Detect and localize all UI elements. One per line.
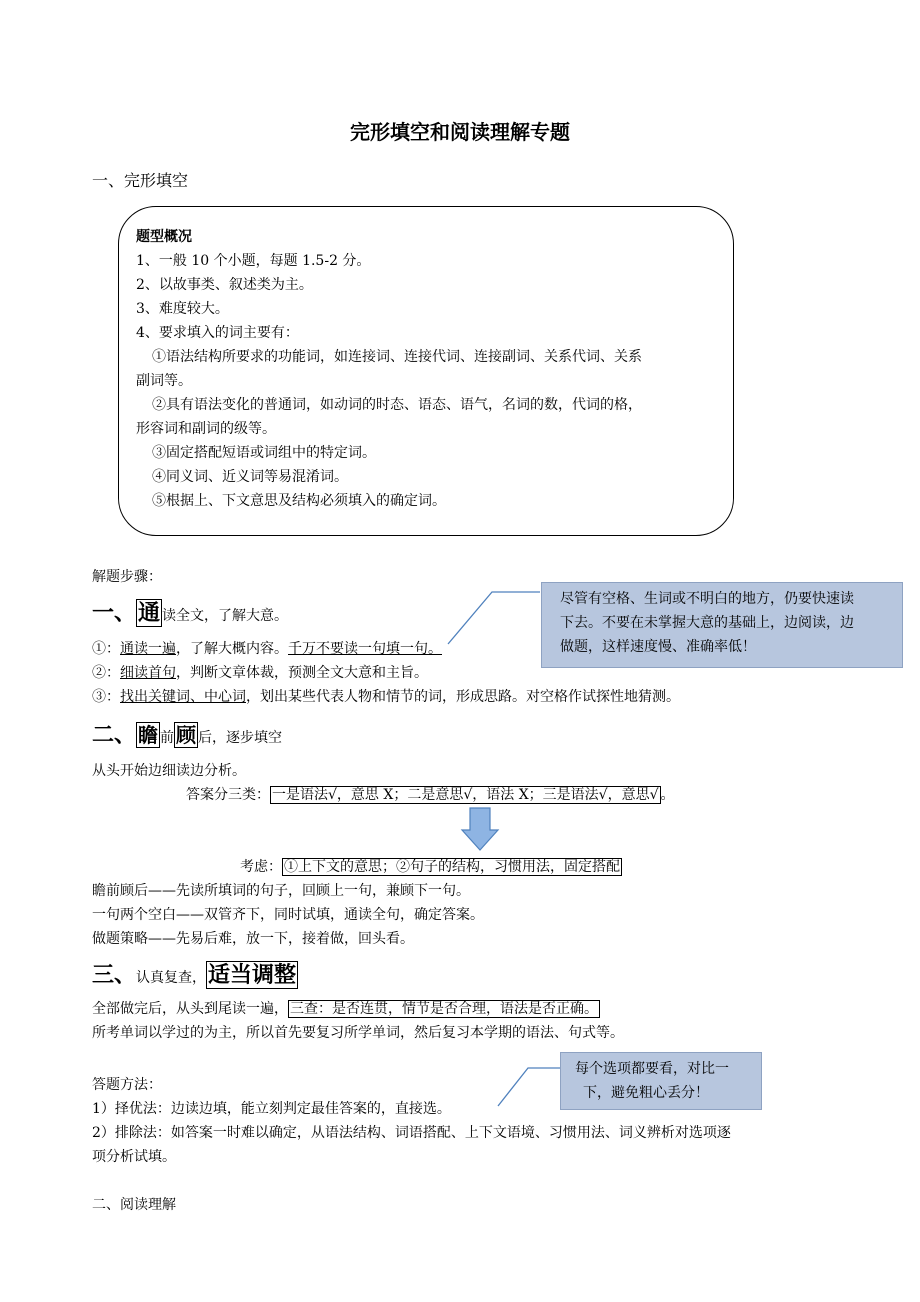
section-heading-reading: 二、阅读理解: [92, 1197, 176, 1213]
step1-line3: [92, 686, 680, 706]
callout-line: 尽管有空格、生词或不明白的地方，仍要快速读: [560, 591, 854, 607]
underlined-text: 通读一遍: [120, 641, 176, 657]
line-prefix: ①：: [92, 641, 120, 657]
step1-number: 一、: [92, 600, 137, 626]
callout-reading-tip: [541, 582, 903, 668]
plain-text: 全部做完后，从头到尾读一遍，: [92, 1001, 288, 1017]
plain-text: ，划出某些代表人物和情节的词，形成思路。对空格作试探性地猜测。: [246, 689, 680, 705]
tip-line: 做题策略——先易后难，放一下，接着做，回头看。: [92, 931, 414, 947]
down-arrow-icon: [460, 806, 500, 852]
underlined-text: 找出关键词、中心词: [120, 689, 246, 705]
overview-item: 1、一般 10 个小题，每题 1.5-2 分。: [136, 253, 371, 269]
methods-label: 答题方法：: [92, 1077, 162, 1093]
step2-mid: 前: [160, 730, 175, 746]
answer-end: 。: [660, 787, 675, 803]
step1-line1: [92, 638, 442, 658]
page-title: 完形填空和阅读理解专题: [350, 120, 570, 144]
line-prefix: ②：: [92, 665, 120, 681]
answer-label: 答案分三类：: [186, 787, 270, 803]
underlined-text: 细读首句: [120, 665, 176, 681]
consider-label: 考虑：: [240, 859, 282, 875]
step1-rest: 读全文，了解大意。: [162, 608, 289, 624]
overview-sub: ①语法结构所要求的功能词，如连接词、连接代词、连接副词、关系代词、关系: [152, 349, 642, 365]
consider-line: [240, 856, 622, 876]
method-line: 2）排除法：如答案一时难以确定，从语法结构、词语搭配、上下文语境、习惯用法、词义辨析对选项逐: [92, 1125, 731, 1141]
answer-box: 一是语法√，意思 X；二是意思√，语法 X；三是语法√，意思√: [272, 787, 659, 803]
step2-rest: 后，逐步填空: [198, 730, 283, 746]
callout-line: 下，避免粗心丢分！: [583, 1085, 709, 1101]
step1-key: 通: [138, 600, 161, 626]
callout-line: 每个选项都要看，对比一: [575, 1061, 729, 1077]
step2-number: 二、: [92, 722, 137, 748]
step1-line2: [92, 662, 428, 682]
answer-categories: [186, 784, 675, 804]
overview-sub: 形容词和副词的级等。: [136, 421, 276, 437]
step3-line2: 所考单词以学过的为主，所以首先要复习所学单词，然后复习本学期的语法、句式等。: [92, 1025, 624, 1041]
step3-key: 适当调整: [208, 962, 297, 988]
step1-heading: [92, 596, 288, 627]
method-line: 1）择优法：边读边填，能立刻判定最佳答案的，直接选。: [92, 1101, 451, 1117]
step2-line1: 从头开始边细读边分析。: [92, 763, 246, 779]
callout-line: 做题，这样速度慢、准确率低！: [560, 639, 756, 655]
underlined-text: 千万不要读一句填一句。: [288, 641, 442, 657]
tip-line: 瞻前顾后——先读所填词的句子，回顾上一句，兼顾下一句。: [92, 883, 470, 899]
section-heading-cloze: 一、完形填空: [92, 171, 189, 190]
callout2-pointer: [494, 1062, 564, 1112]
callout-line: 下去。不要在未掌握大意的基础上，边阅读，边: [560, 615, 854, 631]
callout-option-tip: [560, 1052, 762, 1110]
step3-heading: [92, 958, 298, 989]
method-line: 项分析试填。: [92, 1149, 176, 1165]
plain-text: ，判断文章体裁，预测全文大意和主旨。: [176, 665, 428, 681]
plain-text: ，了解大概内容。: [176, 641, 288, 657]
overview-heading: 题型概况: [136, 229, 192, 245]
step2-heading: [92, 718, 282, 749]
steps-label: 解题步骤：: [92, 569, 162, 585]
tip-line: 一句两个空白——双管齐下，同时试填，通读全句，确定答案。: [92, 907, 484, 923]
overview-sub: ②具有语法变化的普通词，如动词的时态、语态、语气，名词的数，代词的格，: [152, 397, 642, 413]
step2-key2: 顾: [176, 723, 197, 747]
overview-sub: ④同义词、近义词等易混淆词。: [152, 469, 348, 485]
consider-box: ①上下文的意思；②句子的结构，习惯用法，固定搭配: [284, 859, 620, 875]
overview-item: 2、以故事类、叙述类为主。: [136, 277, 313, 293]
step2-key1: 瞻: [138, 723, 159, 747]
overview-sub: ③固定搭配短语或词组中的特定词。: [152, 445, 376, 461]
overview-sub: ⑤根据上、下文意思及结构必须填入的确定词。: [152, 493, 446, 509]
overview-item: 3、难度较大。: [136, 301, 229, 317]
overview-sub: 副词等。: [136, 373, 192, 389]
overview-item: 4、要求填入的词主要有：: [136, 325, 299, 341]
line-prefix: ③：: [92, 689, 120, 705]
step3-line1: [92, 998, 600, 1018]
step3-pre: 认真复查，: [136, 970, 207, 986]
callout1-pointer: [440, 588, 550, 660]
step3-number: 三、: [92, 962, 137, 988]
check-box-text: 三查：是否连贯，情节是否合理，语法是否正确。: [290, 1001, 598, 1017]
